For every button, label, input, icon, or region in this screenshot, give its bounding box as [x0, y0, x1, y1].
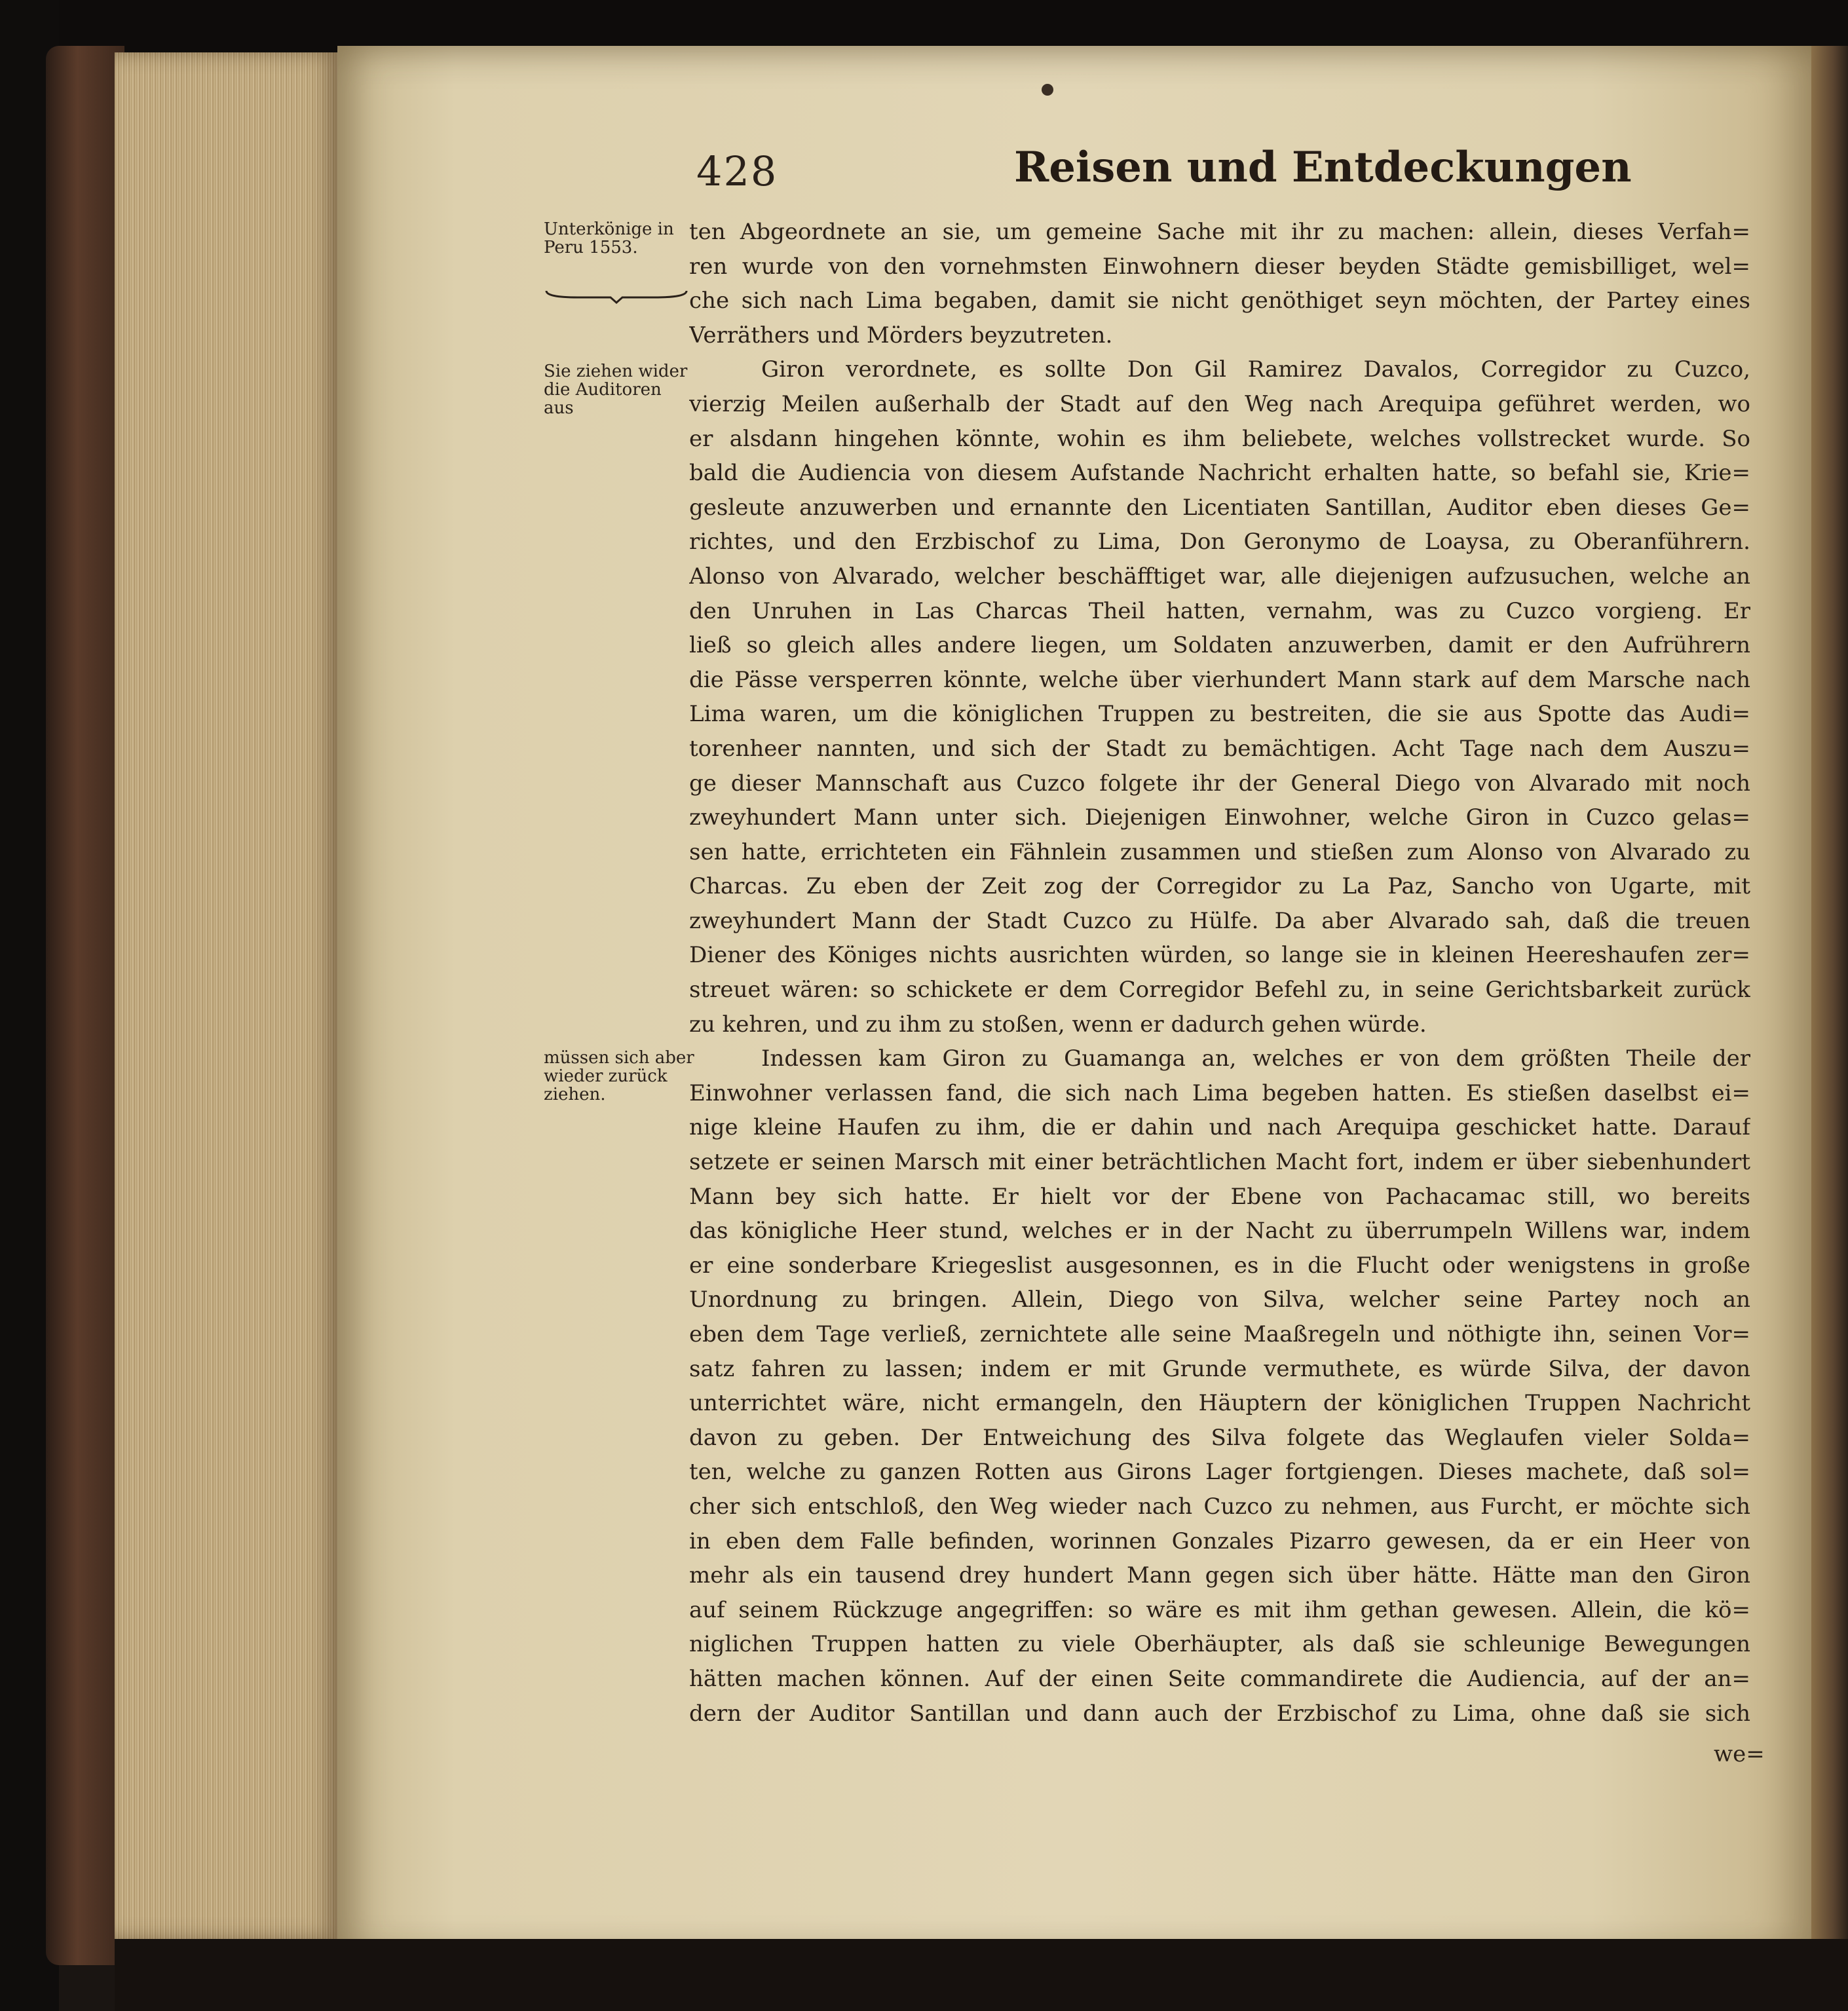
text-line: setzete er seinen Marsch mit einer beträchtlichen Macht fort, indem er über siebenhundert	[689, 1149, 1750, 1176]
text-line: ten, welche zu ganzen Rotten aus Girons Lager fortgiengen. Dieses machete, daß sol=	[689, 1459, 1750, 1486]
margin-note-1: Unterkönige in Peru 1553.	[544, 219, 674, 257]
text-line: sen hatte, errichteten ein Fähnlein zusammen und stießen zum Alonso von Alvarado zu	[689, 838, 1750, 865]
text-line: er eine sonderbare Kriegeslist ausgesonnen, es in die Flucht oder wenigstens in große	[689, 1252, 1750, 1279]
text-line: Charcas. Zu eben der Zeit zog der Corregidor zu La Paz, Sancho von Ugarte, mit	[689, 873, 1750, 900]
text-line: Unordnung zu bringen. Allein, Diego von Silva, welcher seine Partey noch an	[689, 1287, 1750, 1313]
text-line: das königliche Heer stund, welches er in der Nacht zu überrumpeln Willens war, indem	[689, 1218, 1750, 1245]
text-line: Giron verordnete, es sollte Don Gil Ramirez Davalos, Corregidor zu Cuzco,	[761, 356, 1750, 383]
text-line: den Unruhen in Las Charcas Theil hatten, vernahm, was zu Cuzco vorgieng. Er	[689, 597, 1750, 624]
text-line: ge dieser Mannschaft aus Cuzco folgete ihr der General Diego von Alvarado mit noch	[689, 770, 1750, 797]
text-line: Mann bey sich hatte. Er hielt vor der Ebene von Pachacamac still, wo bereits	[689, 1183, 1750, 1210]
text-line: er alsdann hingehen könnte, wohin es ihm beliebete, welches vollstrecket wurde. So	[689, 425, 1750, 452]
text-line: ließ so gleich alles andere liegen, um Soldaten anzuwerben, damit er den Aufrührern	[689, 632, 1750, 659]
text-line: Indessen kam Giron zu Guamanga an, welches er von dem größten Theile der	[761, 1045, 1750, 1072]
text-line: zweyhundert Mann der Stadt Cuzco zu Hülfe. Da aber Alvarado sah, daß die treuen	[689, 907, 1750, 934]
text-line: Einwohner verlassen fand, die sich nach Lima begeben hatten. Es stießen daselbst ei=	[689, 1080, 1750, 1106]
text-line: nige kleine Haufen zu ihm, die er dahin und nach Arequipa geschicket hatte. Darauf	[689, 1114, 1750, 1141]
text-line: dern der Auditor Santillan und dann auch der Erzbischof zu Lima, ohne daß sie sich	[689, 1700, 1750, 1727]
background-top	[0, 0, 1848, 52]
text-line: zu kehren, und zu ihm zu stoßen, wenn er dadurch gehen würde.	[689, 1011, 1427, 1038]
text-line: Verräthers und Mörders beyzutreten.	[689, 322, 1113, 348]
catchword: we=	[1714, 1741, 1765, 1767]
book-cover-edge	[46, 46, 124, 1965]
printer-ornament-dot	[1042, 84, 1053, 96]
text-line: zweyhundert Mann unter sich. Diejenigen Einwohner, welche Giron in Cuzco gelas=	[689, 804, 1750, 831]
text-line: unterrichtet wäre, nicht ermangeln, den Häuptern der königlichen Truppen Nachricht	[689, 1390, 1750, 1417]
page-block-edges	[115, 52, 341, 1939]
margin-note-2: Sie ziehen wider die Auditoren aus	[544, 362, 688, 418]
text-line: eben dem Tage verließ, zernichtete alle seine Maaßregeln und nöthigte ihn, seinen Vor=	[689, 1321, 1750, 1347]
running-title: Reisen und Entdeckungen	[1014, 143, 1632, 192]
text-line: davon zu geben. Der Entweichung des Silva folgete das Weglaufen vieler Solda=	[689, 1424, 1750, 1451]
text-line: richtes, und den Erzbischof zu Lima, Don Geronymo de Loaysa, zu Oberanführern.	[689, 529, 1750, 555]
text-line: vierzig Meilen außerhalb der Stadt auf den Weg nach Arequipa geführet werden, wo	[689, 390, 1750, 417]
text-line: auf seinem Rückzuge angegriffen: so wäre es mit ihm gethan gewesen. Allein, die kö=	[689, 1596, 1750, 1623]
facing-page-edge	[1811, 46, 1848, 1959]
text-line: niglichen Truppen hatten zu viele Oberhäupter, als daß sie schleunige Bewegungen	[689, 1631, 1750, 1658]
text-line: ren wurde von den vornehmsten Einwohnern dieser beyden Städte gemisbilliget, wel=	[689, 253, 1750, 280]
text-line: hätten machen können. Auf der einen Seite commandirete die Audiencia, auf der an=	[689, 1665, 1750, 1692]
page-number: 428	[696, 147, 778, 195]
margin-note-3: müssen sich aber wieder zurück ziehen.	[544, 1048, 694, 1104]
text-line: Lima waren, um die königlichen Truppen zu bestreiten, die sie aus Spotte das Audi=	[689, 701, 1750, 728]
text-line: cher sich entschloß, den Weg wieder nach Cuzco zu nehmen, aus Furcht, er möchte sich	[689, 1493, 1750, 1520]
background-bottom	[115, 1939, 1848, 2011]
text-line: in eben dem Falle befinden, worinnen Gonzales Pizarro gewesen, da er ein Heer von	[689, 1528, 1750, 1554]
text-line: mehr als ein tausend drey hundert Mann gegen sich über hätte. Hätte man den Giron	[689, 1562, 1750, 1589]
text-line: gesleute anzuwerben und ernannte den Licentiaten Santillan, Auditor eben dieses Ge=	[689, 494, 1750, 521]
margin-bracket-icon	[545, 290, 688, 304]
main-text-block	[689, 215, 1750, 1731]
text-line: Alonso von Alvarado, welcher beschäfftiget war, alle diejenigen aufzusuchen, welche an	[689, 563, 1750, 590]
text-line: die Pässe versperren könnte, welche über vierhundert Mann stark auf dem Marsche nach	[689, 666, 1750, 693]
text-line: ten Abgeordnete an sie, um gemeine Sache mit ihr zu machen: allein, dieses Verfah=	[689, 219, 1750, 245]
text-line: bald die Audiencia von diesem Aufstande Nachricht erhalten hatte, so befahl sie, Krie=	[689, 460, 1750, 487]
text-line: satz fahren zu lassen; indem er mit Grunde vermuthete, es würde Silva, der davon	[689, 1355, 1750, 1382]
text-line: streuet wären: so schickete er dem Corregidor Befehl zu, in seine Gerichtsbarkeit zurück	[689, 977, 1750, 1004]
text-line: che sich nach Lima begaben, damit sie nicht genöthiget seyn möchten, der Partey eines	[689, 288, 1750, 314]
text-line: Diener des Königes nichts ausrichten würden, so lange sie in kleinen Heereshaufen zer=	[689, 942, 1750, 969]
text-line: torenheer nannten, und sich der Stadt zu bemächtigen. Acht Tage nach dem Auszu=	[689, 735, 1750, 762]
